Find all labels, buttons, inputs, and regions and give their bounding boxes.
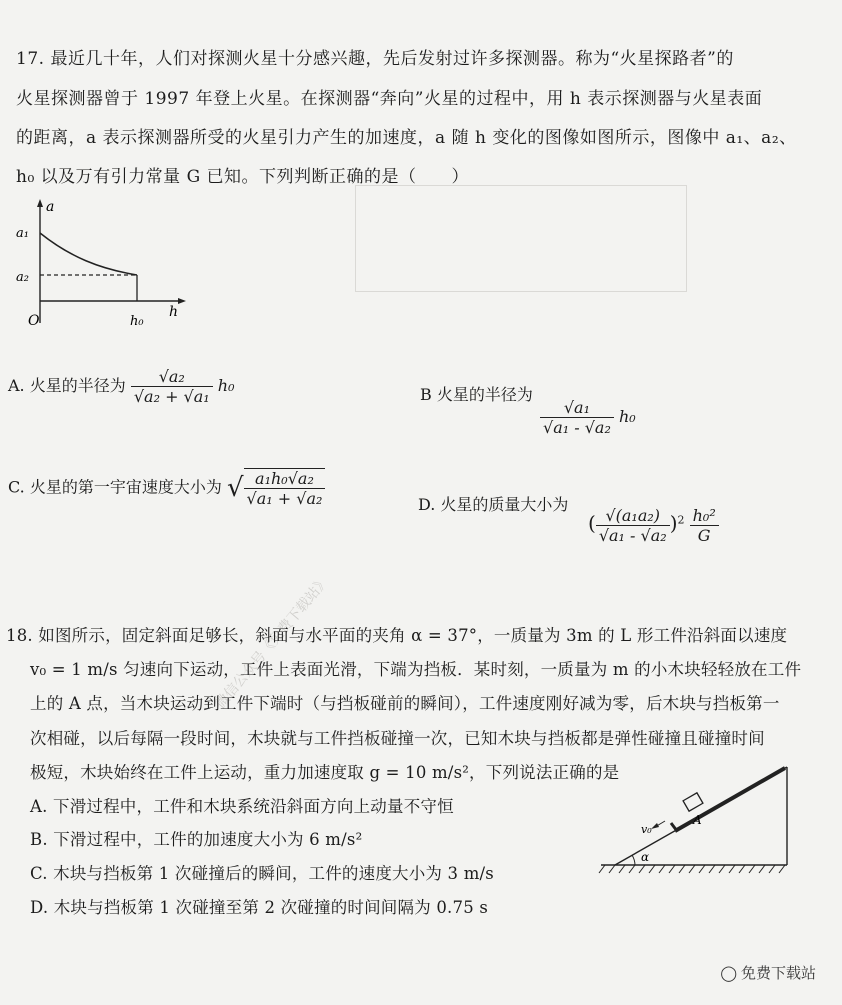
q18-line-4: 次相碰，以后每隔一段时间，木块就与工件挡板碰撞一次，已知木块与挡板都是弹性碰撞且碰撞时间 <box>30 729 765 748</box>
q17-option-b-formula: $\frac{\text{√a₁}}{\text{√a₁ - √a₂}}$ h₀ <box>540 398 636 437</box>
option-d-fraction-2: $\frac{\text{h₀²}}{G}$ <box>690 506 719 545</box>
q17-option-b-label: B 火星的半径为 <box>420 385 533 404</box>
q18-option-d: D. 木块与挡板第 1 次碰撞至第 2 次碰撞的时间间隔为 0.75 s <box>30 898 489 917</box>
q17-line-3: 的距离，a 表示探测器所受的火星引力产生的加速度，a 随 h 变化的图像如图所示，图像中 a₁、a₂、 <box>16 128 797 148</box>
option-d-fraction: $\frac{\text{√(a₁a₂)}}{\text{√a₁ - √a₂}}$ <box>596 506 670 545</box>
graph-x-label: h <box>169 304 179 320</box>
point-a-label: A <box>693 813 702 827</box>
option-c-fraction: $\frac{\text{a₁h₀√a₂}}{\text{√a₁ + √a₂}}$ <box>244 468 326 508</box>
graph-y-label: a <box>46 199 55 215</box>
q18-option-b: B. 下滑过程中，工件的加速度大小为 6 m/s² <box>30 830 363 849</box>
q18-option-c: C. 木块与挡板第 1 次碰撞后的瞬间，工件的速度大小为 3 m/s <box>30 864 494 883</box>
wechat-badge <box>720 962 816 983</box>
option-b-fraction: $\frac{\text{√a₁}}{\text{√a₁ - √a₂}}$ <box>540 398 614 437</box>
q18-line-1: 18. 如图所示，固定斜面足够长，斜面与水平面的夹角 α = 37°，一质量为 3m 的 L 形工件沿斜面以速度 <box>6 626 788 645</box>
q17-option-d-label: D. 火星的质量大小为 <box>418 495 569 514</box>
q17-line-2: 火星探测器曾于 1997 年登上火星。在探测器“奔向”火星的过程中，用 h 表示探测器与火星表面 <box>16 89 763 109</box>
watermark-text: 微信公众号《免费下载站》 <box>212 573 333 713</box>
q18-line-5: 极短，木块始终在工件上运动，重力加速度取 g = 10 m/s²，下列说法正确的是 <box>30 763 620 782</box>
graph-a1-label: a₁ <box>16 226 29 241</box>
q18-line-2: v₀ = 1 m/s 匀速向下运动，工件上表面光滑，下端为挡板．某时刻，一质量为 m 的小木块轻轻放在工件 <box>30 660 802 679</box>
q17-option-a: A. 火星的半径为 $\frac{\text{√a₂}}{\text{√a₂ + √a₁}}$ h₀ <box>8 367 235 406</box>
bleed-through-box <box>355 185 687 292</box>
q17-line-1: 17. 最近几十年，人们对探测火星十分感兴趣，先后发射过许多探测器。称为“火星探路者”的 <box>16 49 734 69</box>
incline-figure <box>595 765 835 885</box>
a-h-graph <box>10 195 195 335</box>
angle-label: α <box>641 850 650 864</box>
q17-option-c: C. 火星的第一宇宙速度大小为 √ $\frac{\text{a₁h₀√a₂}}{\text{√a₁ + √a₂}}$ <box>8 468 325 508</box>
graph-a2-label: a₂ <box>16 270 29 285</box>
q17-line-4: h₀ 以及万有引力常量 G 已知。下列判断正确的是（ ） <box>16 167 470 187</box>
q18-option-a: A. 下滑过程中，工件和木块系统沿斜面方向上动量不守恒 <box>30 797 454 816</box>
q17-option-d-formula: ( $\frac{\text{√(a₁a₂)}}{\text{√a₁ - √a₂}}$ )$^2$ $\frac{\text{h₀²}}{G}$ <box>588 506 719 545</box>
wechat-icon: ◯ <box>720 963 737 982</box>
badge-text: 免费下载站 <box>740 964 816 982</box>
velocity-label: v₀ <box>641 823 652 836</box>
q18-line-3: 上的 A 点，当木块运动到工件下端时（与挡板碰前的瞬间），工件速度刚好减为零，后木块与挡板第一 <box>30 694 780 713</box>
graph-h0-label: h₀ <box>130 314 144 329</box>
option-a-fraction: $\frac{\text{√a₂}}{\text{√a₂ + √a₁}}$ <box>131 367 213 406</box>
graph-origin-label: O <box>28 313 40 329</box>
